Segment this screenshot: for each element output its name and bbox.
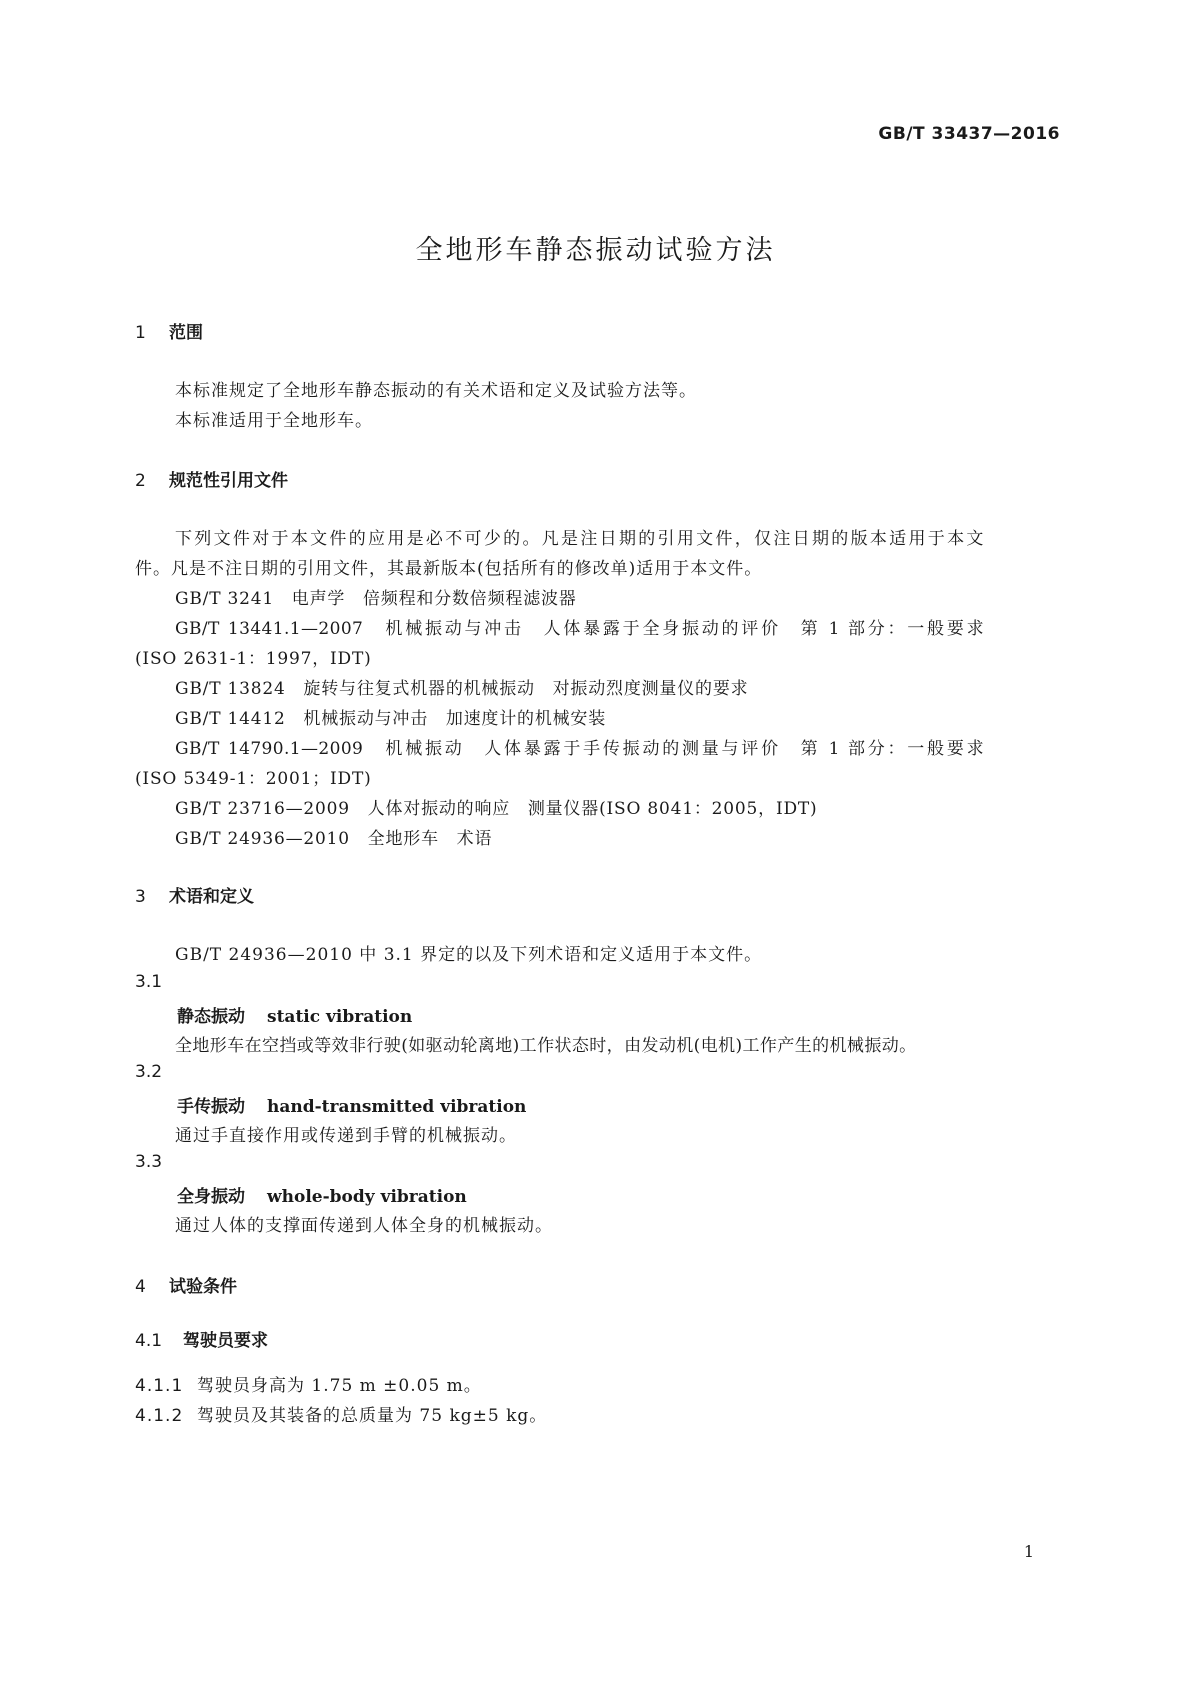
term-entry [177, 1182, 467, 1207]
section-number: 4 [135, 1277, 146, 1297]
section-number: 3 [135, 887, 146, 907]
reference-item: GB/T 3241 电声学 倍频程和分数倍频程滤波器 [175, 589, 577, 609]
standard-code: GB/T 33437—2016 [878, 124, 1060, 144]
term-zh: 静态振动 [177, 1007, 245, 1027]
section-1-heading [135, 318, 203, 343]
section-2-heading [135, 466, 288, 491]
section-title: 规范性引用文件 [169, 471, 288, 491]
document-title: 全地形车静态振动试验方法 [415, 235, 776, 266]
paragraph: 本标准适用于全地形车。 [175, 411, 373, 431]
item-text: 驾驶员身高为 1.75 m ±0.05 m。 [197, 1376, 482, 1396]
reference-item-continuation: (ISO 2631-1：1997，IDT) [135, 649, 372, 669]
section-number: 1 [135, 323, 146, 343]
term-definition: 全地形车在空挡或等效非行驶(如驱动轮离地)工作状态时，由发动机(电机)工作产生的机械振动。 [175, 1036, 917, 1056]
reference-item-continuation: (ISO 5349-1：2001；IDT) [135, 769, 372, 789]
section-number: 2 [135, 471, 146, 491]
reference-item: GB/T 14790.1—2009 机械振动 人体暴露于手传振动的测量与评价 第 1 部分：一般要求 [175, 739, 984, 759]
reference-item: GB/T 24936—2010 全地形车 术语 [175, 829, 493, 849]
paragraph: 本标准规定了全地形车静态振动的有关术语和定义及试验方法等。 [175, 381, 697, 401]
section-3-heading [135, 882, 254, 907]
item-number: 4.1.1 [135, 1376, 184, 1396]
term-en: hand-transmitted vibration [267, 1097, 527, 1117]
item-text: 驾驶员及其装备的总质量为 75 kg±5 kg。 [197, 1406, 548, 1426]
clause-number: 3.3 [135, 1152, 163, 1172]
term-definition: 通过手直接作用或传递到手臂的机械振动。 [175, 1126, 517, 1146]
subsection-title: 驾驶员要求 [183, 1331, 268, 1351]
reference-item: GB/T 14412 机械振动与冲击 加速度计的机械安装 [175, 709, 607, 729]
intro-line-2: 件。凡是不注日期的引用文件，其最新版本(包括所有的修改单)适用于本文件。 [135, 559, 763, 579]
item-number: 4.1.2 [135, 1406, 184, 1426]
term-entry [177, 1002, 412, 1027]
term-zh: 全身振动 [177, 1187, 245, 1207]
section-4-heading [135, 1272, 237, 1297]
section-title: 试验条件 [169, 1277, 237, 1297]
reference-item: GB/T 13824 旋转与往复式机器的机械振动 对振动烈度测量仪的要求 [175, 679, 749, 699]
subsection-number: 4.1 [135, 1331, 163, 1351]
list-item [135, 1371, 482, 1396]
term-en: static vibration [267, 1007, 413, 1027]
section-title: 范围 [169, 323, 203, 343]
subsection-4-1-heading [135, 1326, 268, 1351]
list-item [135, 1401, 547, 1426]
reference-item: GB/T 23716—2009 人体对振动的响应 测量仪器(ISO 8041：2005，IDT) [175, 799, 818, 819]
section-title: 术语和定义 [169, 887, 254, 907]
intro-line-1: 下列文件对于本文件的应用是必不可少的。凡是注日期的引用文件，仅注日期的版本适用于本文 [175, 529, 984, 549]
paragraph: GB/T 24936—2010 中 3.1 界定的以及下列术语和定义适用于本文件。 [175, 945, 763, 965]
clause-number: 3.1 [135, 972, 163, 992]
reference-item: GB/T 13441.1—2007 机械振动与冲击 人体暴露于全身振动的评价 第 1 部分：一般要求 [175, 619, 984, 639]
clause-number: 3.2 [135, 1062, 163, 1082]
term-entry [177, 1092, 526, 1117]
term-zh: 手传振动 [177, 1097, 245, 1117]
term-en: whole-body vibration [267, 1187, 467, 1207]
page-number: 1 [1023, 1542, 1034, 1561]
term-definition: 通过人体的支撑面传递到人体全身的机械振动。 [175, 1216, 553, 1236]
